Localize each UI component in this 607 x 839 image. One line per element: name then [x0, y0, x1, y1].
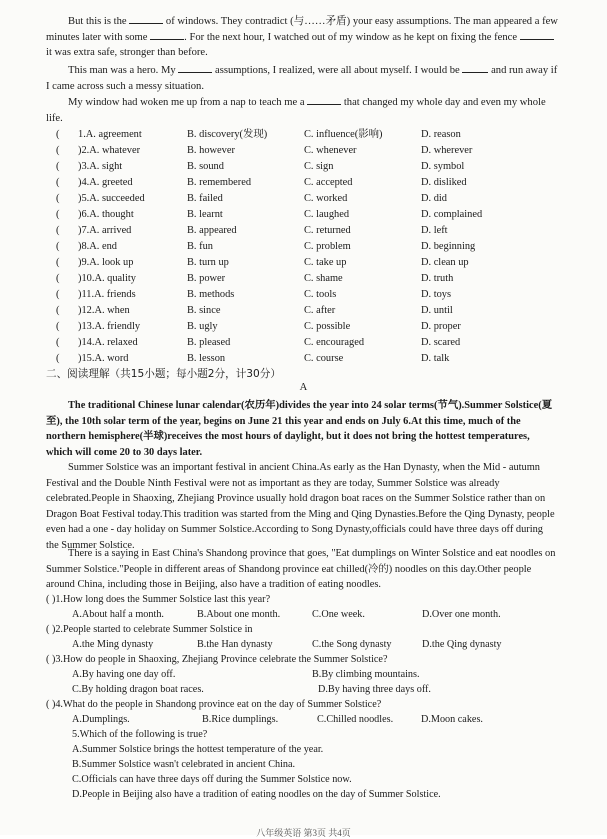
- option-a: )7.A. arrived: [78, 225, 132, 236]
- passage-text: This man was a hero. My: [68, 65, 176, 76]
- option-d: D. until: [421, 305, 453, 316]
- option-a: )5.A. succeeded: [78, 193, 145, 204]
- option-c: C. possible: [304, 321, 351, 332]
- passage-text: . For the next hour, I watched out of my window as he kept on fixing the fence: [184, 31, 518, 43]
- option-a: )12.A. when: [78, 305, 130, 316]
- choice-d: D.the Qing dynasty: [422, 639, 502, 650]
- section-part-label: A: [299, 382, 308, 393]
- option-d: D. proper: [421, 321, 461, 332]
- passage-text: But this is the: [68, 16, 127, 27]
- option-b: B. sound: [187, 161, 224, 172]
- question-stem: ( )3.How do people in Shaoxing, Zhejiang Province celebrate the Summer Solstice?: [46, 654, 388, 665]
- option-d: D. left: [421, 225, 448, 236]
- question-stem: ( )2.People started to celebrate Summer Solstice in: [46, 624, 253, 635]
- option-a: )11.A. friends: [78, 289, 136, 300]
- option-row: [46, 143, 566, 159]
- choice-b: B.Summer Solstice wasn't celebrated in ancient China.: [72, 759, 296, 770]
- passage-text: that changed my whole day and even my whole life.: [46, 97, 546, 124]
- option-c: C. returned: [304, 225, 351, 236]
- option-row: [46, 271, 566, 287]
- question-stem: ( )1.How long does the Summer Solstice last this year?: [46, 594, 271, 605]
- option-c: C. take up: [304, 257, 347, 268]
- reading-paragraph: There is a saying in East China's Shandong province that goes, "Eat dumplings on Winter Solstice and eat noodles on Summer Solstice."People in different areas of Shandong province eat chilled(冷的) noodles on this day.Other people around China, including those in Beijing, also have a tradition of eating noodles.: [46, 548, 556, 591]
- answer-paren[interactable]: (: [56, 129, 60, 140]
- choice-c: C.Chilled noodles.: [317, 714, 394, 725]
- option-b: B. ugly: [187, 321, 218, 332]
- option-row: [46, 191, 566, 207]
- option-a: )6.A. thought: [78, 209, 134, 220]
- answer-blank: [150, 30, 184, 40]
- answer-paren[interactable]: (: [56, 241, 60, 252]
- option-c: C. accepted: [304, 177, 353, 188]
- answer-paren[interactable]: (: [56, 193, 60, 204]
- passage-text: of windows. They contradict (与……矛盾) your easy assumptions. The man appeared a few minutes later with some: [46, 16, 558, 43]
- answer-blank: [307, 95, 341, 105]
- option-d: D. truth: [421, 273, 454, 284]
- option-row: [46, 287, 566, 303]
- option-b: B. learnt: [187, 209, 223, 220]
- option-d: D. scared: [421, 337, 461, 348]
- option-c: C. after: [304, 305, 336, 316]
- answer-paren[interactable]: (: [56, 225, 60, 236]
- option-d: D. disliked: [421, 177, 467, 188]
- option-d: D. clean up: [421, 257, 469, 268]
- passage-text: it was extra safe, stronger than before.: [46, 47, 208, 59]
- answer-paren[interactable]: (: [56, 257, 60, 268]
- option-b: B. failed: [187, 193, 223, 204]
- option-row: [46, 303, 566, 319]
- answer-paren[interactable]: (: [56, 161, 60, 172]
- answer-blank: [520, 30, 554, 40]
- option-c: C. shame: [304, 273, 343, 284]
- section-title: 二、阅读理解（共15小题；每小题2分，计30分）: [46, 368, 281, 380]
- option-c: C. problem: [304, 241, 351, 252]
- answer-paren[interactable]: (: [56, 289, 60, 300]
- option-c: C. whenever: [304, 145, 357, 156]
- choice-d: D.Moon cakes.: [421, 714, 483, 725]
- page-footer: 八年级英语 第3页 共4页: [256, 828, 351, 838]
- option-c: C. worked: [304, 193, 348, 204]
- passage-text: My window had woken me up from a nap to teach me a: [68, 97, 305, 108]
- option-b: B. pleased: [187, 337, 231, 348]
- option-d: D. talk: [421, 353, 450, 364]
- option-a: 1.A. agreement: [78, 129, 142, 140]
- option-a: )14.A. relaxed: [78, 337, 138, 348]
- choice-d: D.People in Beijing also have a tradition of eating noodles on the day of Summer Solstice.: [72, 789, 441, 800]
- option-b: B. power: [187, 273, 226, 284]
- choice-d: D.Over one month.: [422, 609, 501, 620]
- answer-paren[interactable]: (: [56, 145, 60, 156]
- option-b: B. fun: [187, 241, 213, 252]
- option-row: [46, 351, 566, 367]
- option-c: C. sign: [304, 161, 334, 172]
- option-a: )9.A. look up: [78, 257, 134, 268]
- option-a: )13.A. friendly: [78, 321, 141, 332]
- passage-text: assumptions, I realized, were all about myself. I would be: [215, 65, 460, 76]
- option-b: B. however: [187, 145, 235, 156]
- answer-paren[interactable]: (: [56, 273, 60, 284]
- option-row: [46, 239, 566, 255]
- option-d: D. reason: [421, 129, 461, 140]
- option-c: C. laughed: [304, 209, 350, 220]
- option-b: B. turn up: [187, 257, 229, 268]
- option-a: )3.A. sight: [78, 161, 123, 172]
- choice-b: B.By climbing mountains.: [312, 669, 420, 680]
- answer-paren[interactable]: (: [56, 353, 60, 364]
- choice-a: A.By having one day off.: [72, 669, 176, 680]
- option-a: )8.A. end: [78, 241, 117, 252]
- option-row: [46, 207, 566, 223]
- option-row: [46, 127, 566, 143]
- choice-a: A.the Ming dynasty: [72, 639, 154, 650]
- choice-d: D.By having three days off.: [318, 684, 431, 695]
- answer-paren[interactable]: (: [56, 177, 60, 188]
- option-d: D. toys: [421, 289, 452, 300]
- passage-text: and run away if I came across such a messy situation.: [46, 65, 558, 92]
- reading-paragraph: Summer Solstice was an important festival in ancient China.As early as the Han Dynasty, when the Mid - autumn Festival and the Double Ninth Festival were not as important as they are today, Summer Solstice was already celebrated.People in Shaoxing, Zhejiang Province usually hold dragon boat races on the Summer Solstice rather than on Dragon Boat Festival today.This tradition was started from the Ming and Qing Dynasties.Before the Qing Dynasty, people even had a one - day holiday on Summer Solstice.According to Song Dynasty,officials could have three days off during the Summer Solstice.: [46, 462, 555, 551]
- option-a: )2.A. whatever: [78, 145, 141, 156]
- option-c: C. course: [304, 353, 344, 364]
- choice-b: B.About one month.: [197, 609, 281, 620]
- option-c: C. tools: [304, 289, 337, 300]
- answer-blank: [462, 63, 488, 73]
- question-stem: ( )4.What do the people in Shandong province eat on the day of Summer Solstice?: [46, 699, 382, 710]
- answer-blank: [178, 63, 212, 73]
- choice-c: C.Officials can have three days off during the Summer Solstice now.: [72, 774, 352, 785]
- option-b: B. lesson: [187, 353, 226, 364]
- answer-paren[interactable]: (: [56, 305, 60, 316]
- choice-c: C.the Song dynasty: [312, 639, 392, 650]
- option-d: D. beginning: [421, 241, 476, 252]
- option-d: D. did: [421, 193, 447, 204]
- answer-paren[interactable]: (: [56, 321, 60, 332]
- choice-c: C.By holding dragon boat races.: [72, 684, 204, 695]
- choice-b: B.Rice dumplings.: [202, 714, 279, 725]
- option-c: C. encouraged: [304, 337, 365, 348]
- passage-paragraph: [46, 63, 560, 94]
- option-d: D. complained: [421, 209, 483, 220]
- option-b: B. discovery(发现): [187, 129, 268, 140]
- answer-paren[interactable]: (: [56, 209, 60, 220]
- choice-a: A.Dumplings.: [72, 714, 130, 725]
- option-d: D. wherever: [421, 145, 473, 156]
- choice-a: A.Summer Solstice brings the hottest temperature of the year.: [72, 744, 324, 755]
- choice-b: B.the Han dynasty: [197, 639, 273, 650]
- answer-paren[interactable]: (: [56, 337, 60, 348]
- question-stem: 5.Which of the following is true?: [72, 729, 208, 740]
- option-row: [46, 319, 566, 335]
- option-a: )4.A. greeted: [78, 177, 133, 188]
- option-row: [46, 335, 566, 351]
- option-d: D. symbol: [421, 161, 465, 172]
- option-a: )15.A. word: [78, 353, 129, 364]
- option-b: B. appeared: [187, 225, 237, 236]
- option-row: [46, 175, 566, 191]
- option-row: [46, 223, 566, 239]
- reading-paragraph: The traditional Chinese lunar calendar(农历年)divides the year into 24 solar terms(节气).Summer Solstice(夏至), the 10th solar term of the year, begins on June 21 this year and ends on July 6.At this time, much of the northern hemisphere(半球)receives the most hours of daylight, but it does not bring the hottest temperatures, which will come 20 to 30 days later.: [46, 400, 553, 458]
- option-b: B. since: [187, 305, 221, 316]
- option-row: [46, 159, 566, 175]
- passage-paragraph: [46, 14, 560, 61]
- option-c: C. influence(影响): [304, 129, 383, 140]
- passage-paragraph: [46, 95, 560, 126]
- choice-a: A.About half a month.: [72, 609, 164, 620]
- option-row: [46, 255, 566, 271]
- answer-blank: [129, 14, 163, 24]
- option-b: B. methods: [187, 289, 235, 300]
- option-a: )10.A. quality: [78, 273, 137, 284]
- option-b: B. remembered: [187, 177, 252, 188]
- choice-c: C.One week.: [312, 609, 365, 620]
